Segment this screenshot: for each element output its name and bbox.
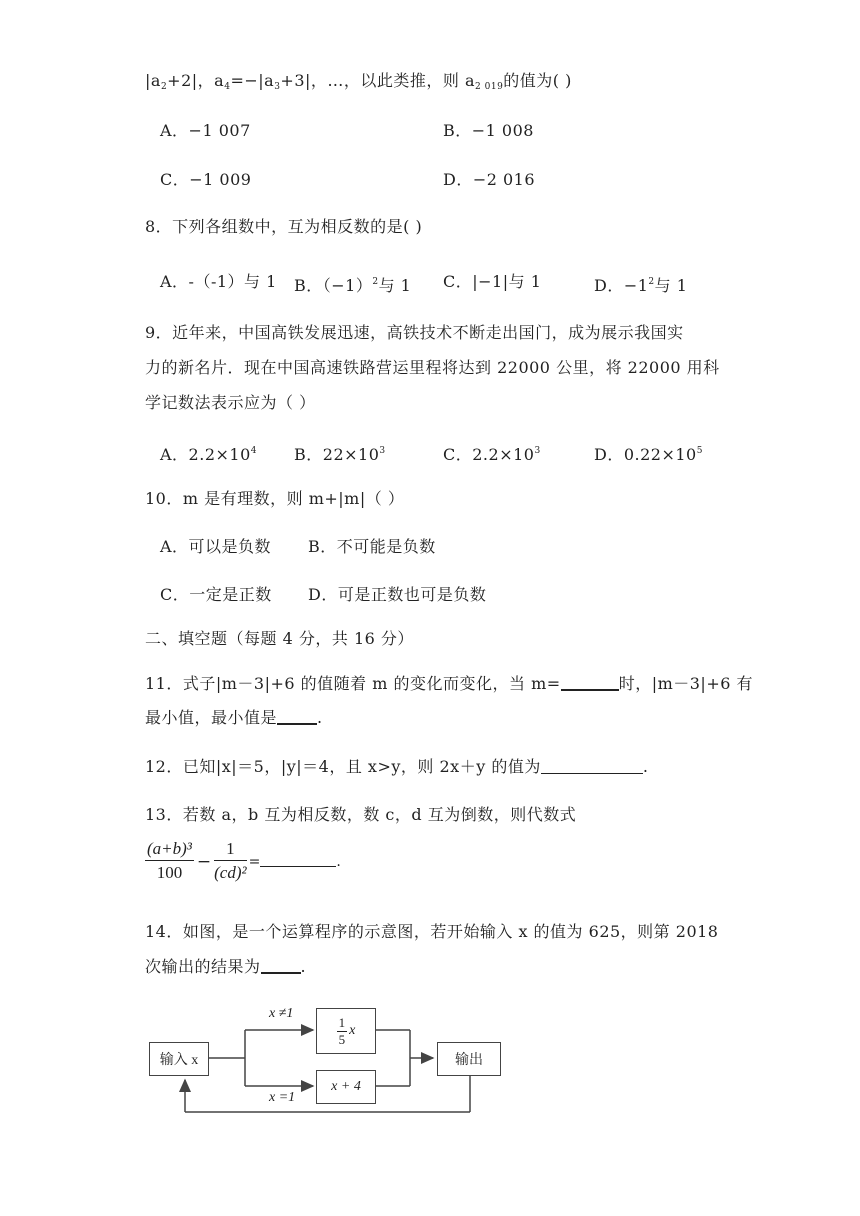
numerator: (a+b)³ [145,838,194,861]
option-text: C．2.2×10 [443,445,535,464]
variable: x [349,1023,356,1038]
q11-text: 最小值，最小值是 [145,708,278,727]
q9-option-c[interactable] [443,440,541,466]
q10-option-d[interactable]: D．可是正数也可是负数 [308,585,487,604]
flowchart [145,1000,505,1120]
equals-sign: = [248,853,261,870]
q12-text: . [642,757,649,776]
q10-option-b[interactable]: B．不可能是负数 [308,537,436,556]
q8-option-c[interactable]: C．|−1|与 1 [443,272,542,291]
denominator: 5 [338,1031,346,1047]
q7-text: +3|，…，以此类推，则 a [280,71,476,90]
q9-option-d[interactable] [594,440,703,466]
q7-option-b[interactable]: B．−1 008 [443,121,534,140]
option-text: B．22×10 [294,445,380,464]
answer-blank[interactable] [260,856,336,867]
q9-option-a[interactable] [160,440,257,466]
q11-line1 [145,673,753,695]
q7-text: +2|，a [167,71,225,90]
subscript: 3 [274,82,281,92]
section-heading: 二、填空题（每题 4 分，共 16 分） [145,629,414,648]
superscript: 5 [696,446,703,456]
q11-line2 [145,707,323,729]
minus-sign: − [196,851,212,872]
q9-stem-line1: 9．近年来，中国高铁发展迅速，高铁技术不断走出国门，成为展示我国实 [145,323,684,342]
answer-blank[interactable] [277,707,317,725]
subscript: 2 [160,82,168,92]
operation-box-divide [316,1008,376,1054]
q13-expression [145,838,341,885]
option-text: A．2.2×10 [160,445,251,464]
q10-stem: 10．m 是有理数，则 m+|m|（ ） [145,489,405,508]
q9-stem-line2: 力的新名片．现在中国高速铁路营运里程将达到 22000 公里，将 22000 用科 [145,358,720,377]
output-box: 输出 [437,1042,501,1076]
option-text: D．−1 [594,276,649,295]
numerator: 1 [214,838,246,861]
q9-stem-line3: 学记数法表示应为（ ） [145,393,316,412]
condition-top-label: x ≠1 [269,1006,294,1021]
q9-option-b[interactable] [294,440,386,466]
q12-stem [145,756,648,778]
q11-text: 时，|m－3|+6 有 [618,674,753,693]
answer-blank[interactable] [561,673,619,691]
q14-line1: 14．如图，是一个运算程序的示意图，若开始输入 x 的值为 625，则第 2018 [145,922,719,941]
option-text: 与 1 [378,276,412,295]
q11-text: . [317,708,323,727]
period: . [336,853,341,870]
q12-text: 12．已知|x|＝5，|y|＝4，且 x>y，则 2x＋y 的值为 [145,757,541,776]
q7-option-d[interactable]: D．−2 016 [443,170,536,189]
fraction [214,838,246,885]
operation-box-add: x + 4 [316,1070,376,1104]
q7-continuation [145,70,572,98]
q7-option-a[interactable]: A．−1 007 [160,121,251,140]
q7-text: 的值为( ) [503,71,572,90]
q7-text: |a [145,71,161,90]
denominator: 100 [156,863,183,882]
condition-bottom-label: x =1 [269,1090,296,1105]
q14-line2 [145,956,306,978]
q8-option-b[interactable] [294,271,411,297]
q14-text: 次输出的结果为 [145,957,261,976]
q11-text: 11．式子|m－3|+6 的值随着 m 的变化而变化，当 m= [145,674,561,693]
q8-option-d[interactable] [594,271,687,297]
fraction [145,838,194,885]
q8-option-a[interactable]: A．-（-1）与 1 [160,272,277,291]
option-text: B．（−1） [294,276,373,295]
q7-option-c[interactable]: C．−1 009 [160,170,252,189]
option-text: D．0.22×10 [594,445,697,464]
superscript: 3 [379,446,386,456]
superscript: 4 [250,446,258,456]
q10-option-a[interactable]: A．可以是负数 [160,537,272,556]
subscript: 4 [224,82,231,92]
answer-blank[interactable] [541,757,643,774]
option-text: 与 1 [654,276,688,295]
subscript: 2 019 [475,82,504,92]
denominator: (cd)² [214,863,247,882]
answer-blank[interactable] [261,956,301,974]
q10-option-c[interactable]: C．一定是正数 [160,585,272,604]
superscript: 2 [372,277,379,287]
superscript: 2 [648,277,655,287]
superscript: 3 [534,446,541,456]
q13-stem: 13．若数 a，b 互为相反数，数 c，d 互为倒数，则代数式 [145,805,577,824]
input-box: 输入 x [149,1042,209,1076]
fraction [337,1015,348,1048]
q14-text: . [300,957,307,976]
q7-text: =−|a [230,71,275,90]
q8-stem: 8．下列各组数中，互为相反数的是( ) [145,217,423,236]
numerator: 1 [338,1014,346,1030]
